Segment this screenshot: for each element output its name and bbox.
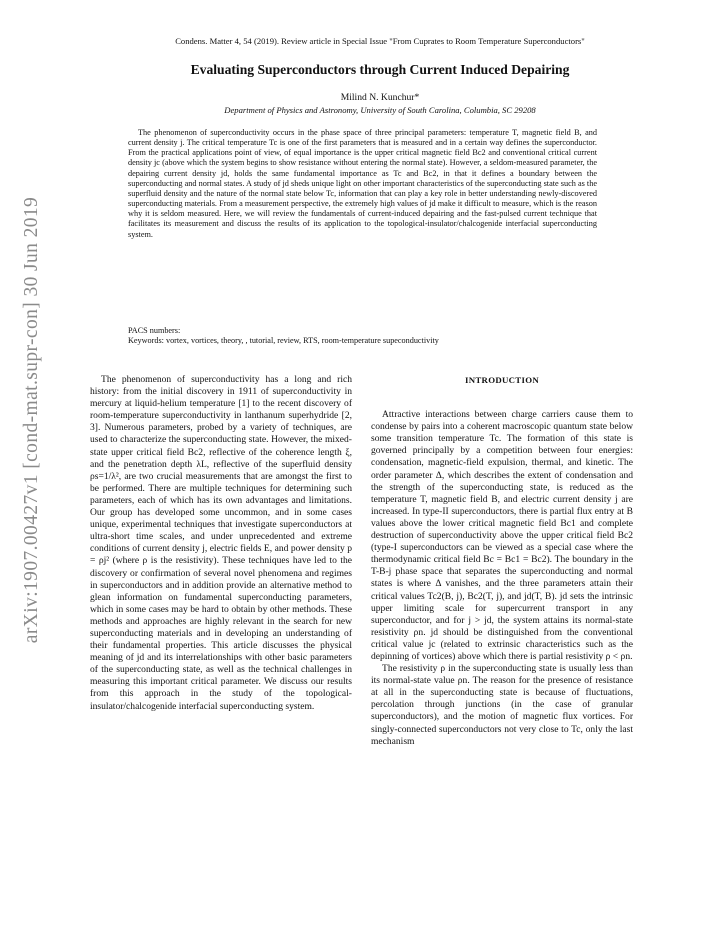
- right-column: [371, 374, 633, 748]
- left-column: [90, 374, 352, 713]
- pacs-numbers: PACS numbers:: [128, 326, 181, 335]
- keywords: Keywords: vortex, vortices, theory, , tutorial, review, RTS, room-temperature supeconductivity: [128, 336, 439, 346]
- left-paragraph-1: The phenomenon of superconductivity has a long and rich history: from the initial discovery in 1911 of superconductivity in mercury at liquid-helium temperature [1] to the recent discovery of room-temperature superconductivity in lanthanum superhydride [2, 3]. Numerous parameters, probed by a variety of techniques, are used to characterize the superconducting state. However, the mixed-state upper critical field Bc2, reflective of the coherence length ξ, and the penetration depth λL, reflective of the superfluid density ρs=1/λ², are two crucial measurements that are amongst the first to be performed. There are multiple techniques for determining such parameters, each of which has its own advantages and limitations. Our group has developed some uncommon, and in some cases unique, experimental techniques that investigate superconductors at ultra-short time scales, and under unprecedented and extreme conditions of current density j, electric fields E, and power density p = ρj² (where ρ is the resistivity). These techniques have led to the discovery or confirmation of several novel phenomena and regimes in superconductors and in addition provide an alternative method to glean information on fundamental superconducting parameters, which in some cases may be hard to obtain by other methods. These methods and approaches are highly relevant in the search for new superconducting materials and in developing an understanding of their fundamental properties. This article discusses the physical meaning of jd and its interrelationships with other basic parameters of the superconducting state, as well as the technical challenges in measuring this important critical parameter. We discuss our results from this approach in the study of the topological-insulator/chalcogenide interfacial superconducting system.: [90, 374, 352, 712]
- paper-title: Evaluating Superconductors through Current Induced Depairing: [190, 62, 570, 77]
- abstract: The phenomenon of superconductivity occurs in the phase space of three principal parameters: temperature T, magnetic field B, and current density j. The critical temperature Tc is one of the first parameters that is measured and in a certain way defines the superconductor. From the practical applications point of view, of equal importance is the upper critical magnetic field Bc2 and conventional critical current density jc (above which the system begins to show resistance without entering the normal state). However, a seldom-measured parameter, the depairing current density jd, holds the same fundamental importance as Tc and Bc2, in that it defines a boundary between the superconducting and normal states. A study of jd sheds unique light on other important characteristics of the superconducting state such as the superfluid density and the nature of the normal state below Tc, information that can play a key role in better understanding newly-discovered superconducting materials. From a measurement perspective, the extremely high values of jd make it difficult to measure, which is the reason why it is seldom measured. Here, we will review the fundamentals of current-induced depairing and the fast-pulsed current technique that facilitates its measurement and discuss the results of its application to the topological-insulator/chalcogenide interfacial superconducting system.: [128, 128, 597, 239]
- author-affiliation: Department of Physics and Astronomy, University of South Carolina, Columbia, SC 29208: [224, 105, 536, 115]
- author-name: Milind N. Kunchur*: [340, 92, 420, 103]
- arxiv-stamp-text: arXiv:1907.00427v1 [cond-mat.supr-con] 30 Jun 2019: [21, 196, 42, 644]
- section-heading-introduction: INTRODUCTION: [465, 375, 539, 385]
- pacs-block: [128, 326, 597, 346]
- journal-header: Condens. Matter 4, 54 (2019). Review article in Special Issue "From Cuprates to Room Temperature Superconductors": [175, 36, 585, 46]
- right-paragraph-2: The resistivity ρ in the superconducting state is usually less than its normal-state value ρn. The reason for the presence of resistance at all in the superconducting state is because of fluctuations, percolation through junctions (in the case of granular superconductors), and the motion of magnetic flux vortices. For singly-connected superconductors not very close to Tc, only the last mechanism: [371, 663, 633, 747]
- right-paragraph-1: Attractive interactions between charge carriers cause them to condense by pairs into a coherent macroscopic quantum state below some transition temperature Tc. The formation of this state is governed principally by a competition between four energies: condensation, magnetic-field expulsion, thermal, and kinetic. The order parameter Δ, which describes the extent of condensation and the strength of the superconducting state, is reduced as the temperature T, magnetic field B, and electric current density j are increased. In type-II superconductors, there is partial flux entry at B values above the lower critical magnetic field Bc1 and complete destruction of superconductivity above the upper critical field Bc2 (type-I superconductors can be viewed as a special case where the thermodynamic critical field Bc = Bc1 = Bc2). The boundary in the T-B-j phase space that separates the superconducting and normal states is where Δ vanishes, and the three parameters attain their critical values Tc2(B, j), Bc2(T, j), and jd(T, B). jd sets the intrinsic upper limiting scale for supercurrent transport in any superconductor, and for j > jd, the system attains its normal-state resistivity ρn. jd should be distinguished from the conventional critical value jc (related to extrinsic characteristics such as the depinning of vortices) above which there is partial resistivity ρ < ρn.: [371, 409, 633, 662]
- arxiv-stamp: [10, 150, 54, 690]
